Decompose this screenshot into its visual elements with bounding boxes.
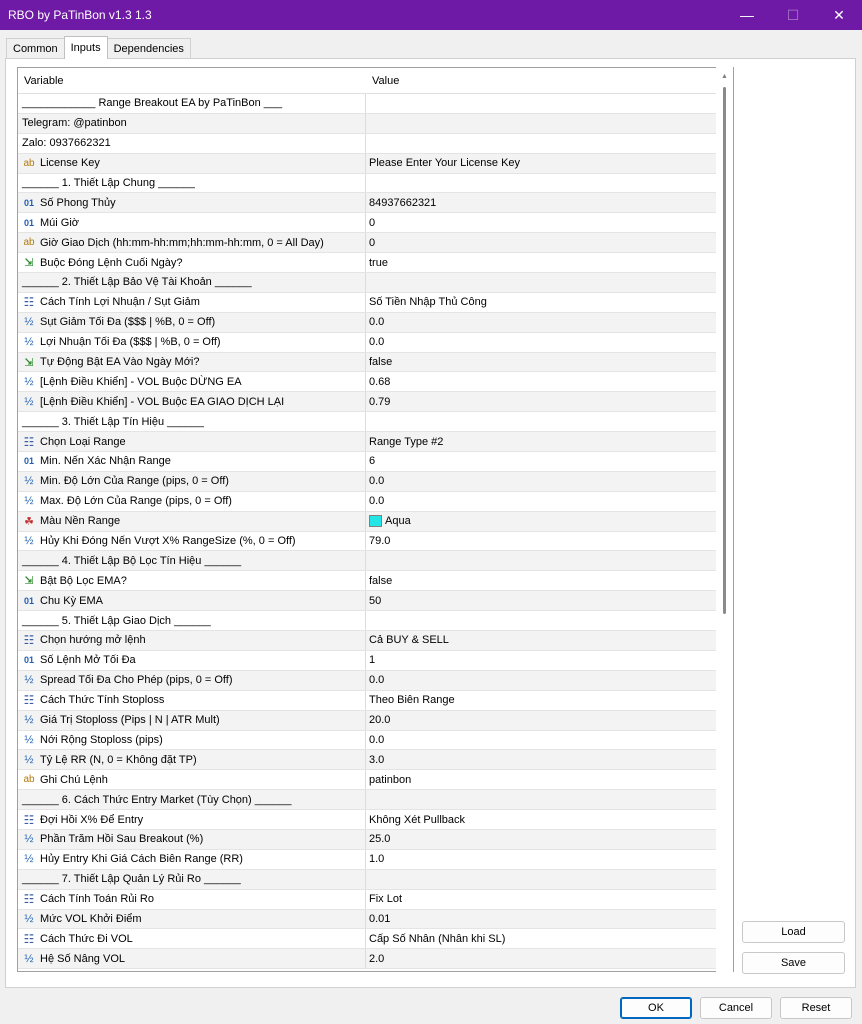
variable-label: Bật Bộ Lọc EMA?: [40, 574, 127, 587]
table-row[interactable]: [18, 512, 733, 532]
variable-cell: [18, 253, 366, 272]
variable-cell: [18, 512, 366, 531]
value-text: 0.0: [369, 475, 385, 488]
table-row[interactable]: [18, 830, 733, 850]
value-cell[interactable]: [366, 353, 715, 372]
enum-type-icon: ☷: [23, 434, 35, 449]
variable-label: Chọn Loại Range: [40, 435, 126, 448]
value-text: 0.0: [369, 316, 385, 329]
variable-cell: [18, 591, 366, 610]
variable-cell: [18, 154, 366, 173]
variable-cell: [18, 392, 366, 411]
value-cell[interactable]: [366, 193, 715, 212]
variable-cell: [18, 711, 366, 730]
enum-type-icon: ☷: [23, 295, 35, 310]
table-row[interactable]: [18, 174, 733, 194]
value-cell[interactable]: [366, 134, 715, 153]
scrollbar-thumb[interactable]: [723, 87, 726, 614]
enum-type-icon: ☷: [23, 693, 35, 708]
value-cell[interactable]: [366, 750, 715, 769]
variable-label: Số Lệnh Mở Tối Đa: [40, 654, 136, 667]
value-cell[interactable]: [366, 929, 715, 948]
value-cell[interactable]: [366, 691, 715, 710]
table-row[interactable]: [18, 114, 733, 134]
table-row[interactable]: [18, 372, 733, 392]
variable-cell: [18, 870, 366, 889]
variable-label: Nới Rộng Stoploss (pips): [40, 733, 163, 746]
variable-label: Chọn hướng mở lệnh: [40, 634, 146, 647]
variable-label: [Lệnh Điều Khiển] - VOL Buộc DỪNG EA: [40, 375, 242, 388]
value-cell[interactable]: [366, 830, 715, 849]
tab-bar: [6, 36, 190, 58]
variable-cell: [18, 333, 366, 352]
variable-cell: [18, 94, 366, 113]
value-text: 1.0: [369, 853, 385, 866]
table-row[interactable]: [18, 94, 733, 114]
table-row[interactable]: [18, 532, 733, 552]
value-cell[interactable]: [366, 472, 715, 491]
variable-cell: [18, 571, 366, 590]
value-cell[interactable]: [366, 94, 715, 113]
variable-label: [Lệnh Điều Khiển] - VOL Buộc EA GIAO DỊCH LẠI: [40, 395, 285, 408]
value-text: 0: [369, 216, 376, 229]
color-type-icon: ☘: [24, 515, 34, 528]
table-row[interactable]: [18, 154, 733, 174]
cancel-button[interactable]: Cancel: [700, 997, 772, 1019]
value-cell[interactable]: [366, 850, 715, 869]
variable-column-header[interactable]: Variable: [24, 74, 64, 87]
variable-cell: [18, 432, 366, 451]
table-row[interactable]: [18, 353, 733, 373]
value-text: Không Xét Pullback: [369, 813, 466, 826]
value-cell[interactable]: [366, 333, 715, 352]
string-type-icon: ab: [23, 237, 35, 249]
value-cell[interactable]: [366, 949, 715, 968]
value-text: false: [369, 574, 393, 587]
minimize-button[interactable]: —: [740, 7, 754, 23]
value-cell[interactable]: [366, 313, 715, 332]
table-row[interactable]: [18, 333, 733, 353]
variable-cell: [18, 193, 366, 212]
value-text: 0.0: [369, 495, 385, 508]
variable-label: ______ 4. Thiết Lập Bộ Lọc Tín Hiệu ______: [22, 554, 242, 567]
value-text: 0.79: [369, 395, 391, 408]
table-row[interactable]: [18, 611, 733, 631]
table-row[interactable]: [18, 472, 733, 492]
variable-label: ______ 5. Thiết Lập Giao Dịch ______: [22, 614, 211, 627]
table-row[interactable]: [18, 691, 733, 711]
variable-cell: [18, 273, 366, 292]
grid-body: [18, 94, 733, 969]
value-text: 3.0: [369, 753, 385, 766]
value-text: Số Tiền Nhập Thủ Công: [369, 296, 487, 309]
double-type-icon: ½: [24, 733, 34, 746]
double-type-icon: ½: [24, 853, 34, 866]
variable-label: Số Phong Thủy: [40, 196, 116, 209]
double-type-icon: ½: [24, 475, 34, 488]
table-row[interactable]: [18, 949, 733, 969]
integer-type-icon: 01: [23, 655, 34, 666]
boolean-type-icon: ⇲: [24, 257, 34, 270]
variable-label: ______ 3. Thiết Lập Tín Hiệu ______: [22, 415, 204, 428]
variable-cell: [18, 890, 366, 909]
table-row[interactable]: [18, 193, 733, 213]
variable-cell: [18, 929, 366, 948]
scroll-up-arrow-icon[interactable]: ▲: [721, 73, 728, 80]
variable-cell: [18, 810, 366, 829]
value-text: Range Type #2: [369, 435, 444, 448]
inputs-grid: [17, 67, 734, 972]
double-type-icon: ½: [24, 714, 34, 727]
variable-label: Lợi Nhuận Tối Đa ($$$ | %B, 0 = Off): [40, 336, 221, 349]
double-type-icon: ½: [24, 316, 34, 329]
variable-cell: [18, 313, 366, 332]
variable-label: Cách Tính Lợi Nhuận / Sụt Giảm: [40, 296, 200, 309]
value-cell[interactable]: [366, 790, 715, 809]
value-text: 0.68: [369, 375, 391, 388]
variable-label: Giá Trị Stoploss (Pips | N | ATR Mult): [40, 714, 220, 727]
variable-cell: [18, 551, 366, 570]
variable-label: ______ 6. Cách Thức Entry Market (Tùy Chọn) ______: [22, 793, 292, 806]
value-cell[interactable]: [366, 651, 715, 670]
variable-label: Max. Độ Lớn Của Range (pips, 0 = Off): [40, 495, 232, 508]
variable-cell: [18, 651, 366, 670]
variable-label: Hệ Số Nâng VOL: [40, 952, 125, 965]
variable-cell: [18, 213, 366, 232]
variable-label: Phần Trăm Hồi Sau Breakout (%): [40, 833, 204, 846]
variable-label: Cách Thức Đi VOL: [40, 932, 133, 945]
enum-type-icon: ☷: [23, 633, 35, 648]
window-title: RBO by PaTinBon v1.3 1.3: [8, 8, 152, 22]
variable-cell: [18, 910, 366, 929]
table-row[interactable]: [18, 910, 733, 930]
variable-cell: [18, 691, 366, 710]
enum-type-icon: ☷: [23, 931, 35, 946]
variable-label: ______ 1. Thiết Lập Chung ______: [22, 177, 195, 189]
value-text: Please Enter Your License Key: [369, 157, 521, 170]
table-row[interactable]: [18, 591, 733, 611]
variable-label: Buộc Đóng Lệnh Cuối Ngày?: [40, 256, 183, 269]
load-button[interactable]: Load: [742, 921, 845, 943]
value-text: Theo Biên Range: [369, 694, 455, 707]
value-cell[interactable]: [366, 154, 715, 173]
table-row[interactable]: [18, 850, 733, 870]
value-cell[interactable]: [366, 432, 715, 451]
double-type-icon: ½: [24, 753, 34, 766]
value-text: Cả BUY & SELL: [369, 634, 449, 647]
enum-type-icon: ☷: [23, 812, 35, 827]
value-cell[interactable]: [366, 233, 715, 252]
value-cell[interactable]: [366, 492, 715, 511]
value-text: 0.01: [369, 912, 391, 925]
value-text: 79.0: [369, 535, 391, 548]
variable-label: Tỷ Lệ RR (N, 0 = Không đặt TP): [40, 753, 197, 766]
variable-cell: [18, 850, 366, 869]
value-text: false: [369, 356, 393, 369]
table-row[interactable]: [18, 711, 733, 731]
table-row[interactable]: [18, 313, 733, 333]
value-cell[interactable]: [366, 293, 715, 312]
table-row[interactable]: [18, 571, 733, 591]
table-row[interactable]: [18, 731, 733, 751]
value-text: Aqua: [385, 515, 411, 528]
double-type-icon: ½: [24, 375, 34, 388]
table-row[interactable]: [18, 253, 733, 273]
value-cell[interactable]: [366, 711, 715, 730]
variable-cell: [18, 114, 366, 133]
value-cell[interactable]: [366, 571, 715, 590]
table-row[interactable]: [18, 810, 733, 830]
table-row[interactable]: [18, 890, 733, 910]
variable-cell: [18, 830, 366, 849]
table-row[interactable]: [18, 432, 733, 452]
value-text: true: [369, 256, 388, 269]
variable-cell: [18, 790, 366, 809]
table-row[interactable]: [18, 929, 733, 949]
value-cell[interactable]: [366, 174, 715, 193]
integer-type-icon: 01: [23, 217, 34, 228]
variable-label: Sụt Giảm Tối Đa ($$$ | %B, 0 = Off): [40, 316, 216, 329]
table-row[interactable]: [18, 492, 733, 512]
enum-type-icon: ☷: [23, 892, 35, 907]
variable-cell: [18, 631, 366, 650]
table-row[interactable]: [18, 452, 733, 472]
variable-cell: [18, 353, 366, 372]
reset-button[interactable]: Reset: [780, 997, 852, 1019]
integer-type-icon: 01: [23, 197, 34, 208]
value-cell[interactable]: [366, 273, 715, 292]
value-cell[interactable]: [366, 591, 715, 610]
save-button[interactable]: Save: [742, 952, 845, 974]
variable-label: Múi Giờ: [40, 216, 79, 229]
variable-cell: [18, 492, 366, 511]
double-type-icon: ½: [24, 535, 34, 548]
table-row[interactable]: [18, 790, 733, 810]
variable-label: Ghi Chú Lệnh: [40, 773, 108, 786]
value-text: 0.0: [369, 336, 385, 349]
variable-label: ______ 2. Thiết Lập Bảo Vệ Tài Khoản ______: [22, 276, 252, 289]
table-row[interactable]: [18, 293, 733, 313]
variable-label: Min. Nến Xác Nhận Range: [40, 455, 171, 468]
value-text: 20.0: [369, 714, 391, 727]
variable-label: Min. Độ Lớn Của Range (pips, 0 = Off): [40, 475, 229, 488]
variable-cell: [18, 412, 366, 431]
value-cell[interactable]: [366, 253, 715, 272]
value-cell[interactable]: [366, 910, 715, 929]
value-text: Fix Lot: [369, 893, 403, 906]
value-text: 1: [369, 654, 376, 667]
table-row[interactable]: [18, 134, 733, 154]
value-cell[interactable]: [366, 392, 715, 411]
value-cell[interactable]: [366, 114, 715, 133]
variable-label: Spread Tối Đa Cho Phép (pips, 0 = Off): [40, 674, 233, 687]
value-text: Cấp Số Nhân (Nhân khi SL): [369, 932, 506, 945]
integer-type-icon: 01: [23, 456, 34, 467]
table-row[interactable]: [18, 213, 733, 233]
variable-cell: [18, 372, 366, 391]
variable-cell: [18, 452, 366, 471]
close-button[interactable]: ✕: [833, 6, 845, 23]
value-cell[interactable]: [366, 532, 715, 551]
value-text: 0.0: [369, 733, 385, 746]
value-text: 2.0: [369, 952, 385, 965]
variable-label: Cách Tính Toán Rủi Ro: [40, 893, 154, 906]
double-type-icon: ½: [24, 395, 34, 408]
tab-dependencies[interactable]: Dependencies: [107, 38, 191, 59]
variable-label: ______ 7. Thiết Lập Quản Lý Rủi Ro ______: [22, 873, 241, 886]
value-cell[interactable]: [366, 372, 715, 391]
table-row[interactable]: [18, 750, 733, 770]
value-cell[interactable]: [366, 671, 715, 690]
variable-label: Tự Động Bật EA Vào Ngày Mới?: [40, 356, 200, 369]
double-type-icon: ½: [24, 952, 34, 965]
boolean-type-icon: ⇲: [24, 575, 34, 588]
value-cell[interactable]: [366, 870, 715, 889]
variable-cell: [18, 671, 366, 690]
value-cell[interactable]: [366, 770, 715, 789]
variable-cell: [18, 770, 366, 789]
variable-cell: [18, 731, 366, 750]
variable-cell: [18, 532, 366, 551]
variable-label: ____________ Range Breakout EA by PaTinBon ___: [22, 97, 283, 110]
tab-inputs[interactable]: Inputs: [64, 36, 108, 59]
variable-cell: [18, 233, 366, 252]
value-text: 84937662321: [369, 196, 437, 209]
value-cell[interactable]: [366, 412, 715, 431]
table-row[interactable]: [18, 870, 733, 890]
value-text: 50: [369, 594, 382, 607]
variable-cell: [18, 611, 366, 630]
value-text: 6: [369, 455, 376, 468]
tab-common[interactable]: Common: [6, 38, 65, 59]
vertical-scrollbar[interactable]: [716, 67, 733, 972]
variable-label: Đợi Hồi X% Để Entry: [40, 813, 144, 826]
variable-label: Hủy Khi Đóng Nến Vượt X% RangeSize (%, 0 = Off): [40, 535, 296, 548]
table-row[interactable]: [18, 233, 733, 253]
integer-type-icon: 01: [23, 595, 34, 606]
variable-label: Cách Thức Tính Stoploss: [40, 694, 165, 707]
boolean-type-icon: ⇲: [24, 356, 34, 369]
value-cell[interactable]: [366, 551, 715, 570]
table-row[interactable]: [18, 273, 733, 293]
value-cell[interactable]: [366, 452, 715, 471]
string-type-icon: ab: [23, 774, 35, 786]
variable-label: Hủy Entry Khi Giá Cách Biên Range (RR): [40, 853, 243, 866]
value-cell[interactable]: [366, 810, 715, 829]
value-cell[interactable]: [366, 213, 715, 232]
value-column-header[interactable]: Value: [372, 74, 400, 87]
variable-cell: [18, 750, 366, 769]
double-type-icon: ½: [24, 495, 34, 508]
variable-cell: [18, 174, 366, 193]
table-row[interactable]: [18, 631, 733, 651]
variable-label: Zalo: 0937662321: [22, 137, 111, 150]
string-type-icon: ab: [23, 157, 35, 169]
value-cell[interactable]: [366, 631, 715, 650]
maximize-button[interactable]: ☐: [786, 6, 800, 23]
table-row[interactable]: [18, 412, 733, 432]
value-text: 25.0: [369, 833, 391, 846]
variable-label: License Key: [40, 157, 100, 170]
table-row[interactable]: [18, 651, 733, 671]
value-cell[interactable]: [366, 731, 715, 750]
value-text: 0.0: [369, 674, 385, 687]
variable-cell: [18, 293, 366, 312]
variable-label: Telegram: @patinbon: [22, 117, 127, 130]
value-cell[interactable]: [366, 890, 715, 909]
title-bar: [0, 0, 862, 30]
table-row[interactable]: [18, 671, 733, 691]
variable-cell: [18, 472, 366, 491]
grid-header: [18, 68, 733, 94]
table-row[interactable]: [18, 551, 733, 571]
variable-label: Chu Kỳ EMA: [40, 594, 103, 607]
table-row[interactable]: [18, 770, 733, 790]
color-swatch: [369, 515, 382, 527]
double-type-icon: ½: [24, 833, 34, 846]
value-text: patinbon: [369, 773, 412, 786]
double-type-icon: ½: [24, 912, 34, 925]
variable-cell: [18, 134, 366, 153]
variable-label: Giờ Giao Dịch (hh:mm-hh:mm;hh:mm-hh:mm, 0 = All Day): [40, 236, 324, 249]
double-type-icon: ½: [24, 674, 34, 687]
variable-cell: [18, 949, 366, 968]
value-text: 0: [369, 236, 376, 249]
double-type-icon: ½: [24, 336, 34, 349]
variable-label: Màu Nền Range: [40, 515, 121, 528]
value-cell[interactable]: [366, 611, 715, 630]
ok-button[interactable]: OK: [620, 997, 692, 1019]
variable-label: Mức VOL Khởi Điểm: [40, 912, 142, 925]
table-row[interactable]: [18, 392, 733, 412]
value-cell[interactable]: [366, 512, 715, 531]
